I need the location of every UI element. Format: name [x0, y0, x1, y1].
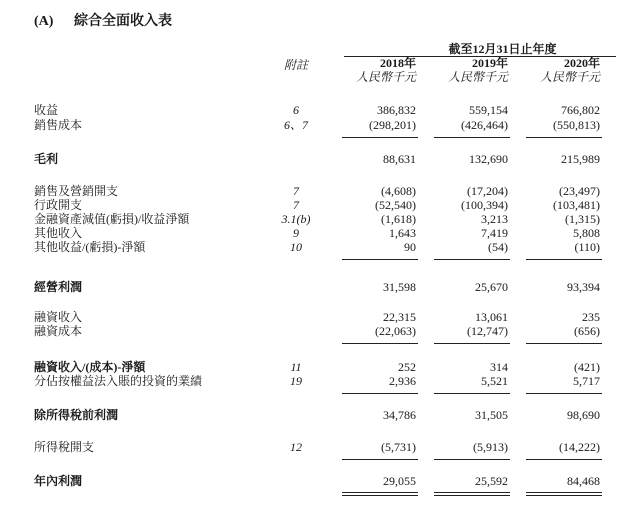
year-column-header-2020 — [520, 56, 600, 84]
row-label: 銷售及營銷開支 — [34, 184, 119, 198]
row-label: 收益 — [34, 103, 59, 117]
total-double-rule — [434, 492, 510, 496]
period-header: 截至12月31日止年度 — [448, 42, 557, 56]
value-2020: (1,315) — [565, 212, 600, 226]
value-2019: (100,394) — [461, 198, 508, 212]
year-column-header-2018 — [336, 56, 416, 84]
value-2018: 88,631 — [383, 152, 416, 166]
value-2019: 13,061 — [475, 310, 508, 324]
row-note: 7 — [293, 198, 299, 212]
year-label: 2018年 — [379, 56, 416, 70]
value-2018: (5,731) — [381, 440, 416, 454]
row-admin-expenses — [34, 199, 616, 212]
value-2019: (426,464) — [461, 118, 508, 132]
value-2019: (5,913) — [473, 440, 508, 454]
value-2019: 132,690 — [469, 152, 508, 166]
year-label: 2019年 — [471, 56, 508, 70]
section-title: 綜合全面收入表 — [74, 14, 172, 29]
row-gross-profit — [34, 153, 616, 166]
value-2019: 25,592 — [475, 474, 508, 488]
value-2019: 314 — [490, 360, 508, 374]
value-2020: 84,468 — [567, 474, 600, 488]
value-2020: 215,989 — [561, 152, 600, 166]
subtotal-rule — [342, 393, 418, 394]
row-other-gains — [34, 241, 616, 254]
value-2018: (4,608) — [381, 184, 416, 198]
subtotal-rule — [342, 137, 418, 138]
row-note: 19 — [290, 374, 302, 388]
value-2018: 31,598 — [383, 280, 416, 294]
row-label: 年內利潤 — [34, 474, 83, 488]
row-label: 除所得稅前利潤 — [34, 408, 119, 422]
value-2019: (17,204) — [467, 184, 508, 198]
subtotal-rule — [434, 393, 510, 394]
row-selling-expenses — [34, 185, 616, 198]
statement-title — [34, 10, 172, 30]
value-2020: (23,497) — [559, 184, 600, 198]
row-label: 經營利潤 — [34, 280, 83, 294]
total-double-rule — [342, 492, 418, 496]
subtotal-rule — [526, 137, 602, 138]
subtotal-rule — [342, 343, 418, 344]
value-2020: 235 — [582, 310, 600, 324]
subtotal-rule — [526, 459, 602, 460]
value-2019: (54) — [488, 240, 508, 254]
subtotal-rule — [342, 459, 418, 460]
row-label: 分佔按權益法入賬的投資的業績 — [34, 374, 203, 388]
row-note: 6、7 — [283, 118, 308, 132]
value-2020: (14,222) — [559, 440, 600, 454]
row-label: 融資收入/(成本)-淨額 — [34, 360, 146, 374]
unit-label: 人民幣千元 — [355, 70, 416, 84]
value-2020: (421) — [574, 360, 600, 374]
row-impairment — [34, 213, 616, 226]
row-label: 其他收入 — [34, 226, 83, 240]
unit-label: 人民幣千元 — [539, 70, 600, 84]
value-2020: 98,690 — [567, 408, 600, 422]
value-2019: (12,747) — [467, 324, 508, 338]
row-other-income — [34, 227, 616, 240]
row-revenue — [34, 104, 616, 117]
note-column-header: 附註 — [283, 58, 308, 72]
row-note: 9 — [293, 226, 299, 240]
subtotal-rule — [342, 259, 418, 260]
value-2020: (110) — [574, 240, 600, 254]
row-share-of-results — [34, 375, 616, 388]
row-note: 3.1(b) — [281, 212, 311, 226]
value-2018: 90 — [404, 240, 416, 254]
value-2018: 386,832 — [377, 103, 416, 117]
value-2020: (103,481) — [553, 198, 600, 212]
row-note: 10 — [290, 240, 302, 254]
value-2018: 2,936 — [389, 374, 416, 388]
value-2019: 3,213 — [481, 212, 508, 226]
row-cost-of-sales — [34, 119, 616, 132]
row-note: 6 — [293, 103, 299, 117]
row-income-tax — [34, 441, 616, 454]
value-2020: 5,717 — [573, 374, 600, 388]
subtotal-rule — [434, 137, 510, 138]
value-2020: 5,808 — [573, 226, 600, 240]
row-note: 12 — [290, 440, 302, 454]
value-2018: 252 — [398, 360, 416, 374]
unit-label: 人民幣千元 — [447, 70, 508, 84]
row-label: 其他收益/(虧損)-淨額 — [34, 240, 146, 254]
value-2018: 22,315 — [383, 310, 416, 324]
row-note: 7 — [293, 184, 299, 198]
row-finance-income — [34, 311, 616, 324]
year-label: 2020年 — [563, 56, 600, 70]
row-operating-profit — [34, 281, 616, 294]
value-2018: (22,063) — [375, 324, 416, 338]
value-2018: 29,055 — [383, 474, 416, 488]
value-2018: (52,540) — [375, 198, 416, 212]
row-profit-for-year — [34, 475, 616, 488]
value-2019: 5,521 — [481, 374, 508, 388]
value-2020: (550,813) — [553, 118, 600, 132]
subtotal-rule — [526, 393, 602, 394]
row-label: 金融資產減值(虧損)/收益淨額 — [34, 212, 190, 226]
row-label: 行政開支 — [34, 198, 83, 212]
value-2018: (298,201) — [369, 118, 416, 132]
year-column-header-2019 — [428, 56, 508, 84]
value-2019: 25,670 — [475, 280, 508, 294]
subtotal-rule — [526, 343, 602, 344]
row-profit-before-tax — [34, 409, 616, 422]
subtotal-rule — [434, 259, 510, 260]
total-double-rule — [526, 492, 602, 496]
section-label: (A) — [34, 14, 54, 29]
row-finance-costs — [34, 325, 616, 338]
subtotal-rule — [526, 259, 602, 260]
row-label: 融資收入 — [34, 310, 83, 324]
row-label: 所得稅開支 — [34, 440, 95, 454]
subtotal-rule — [434, 343, 510, 344]
subtotal-rule — [434, 459, 510, 460]
row-net-finance — [34, 361, 616, 374]
value-2019: 7,419 — [481, 226, 508, 240]
value-2019: 559,154 — [469, 103, 508, 117]
value-2020: 766,802 — [561, 103, 600, 117]
value-2020: 93,394 — [567, 280, 600, 294]
row-note: 11 — [290, 360, 302, 374]
value-2020: (656) — [574, 324, 600, 338]
row-label: 融資成本 — [34, 324, 83, 338]
value-2018: 1,643 — [389, 226, 416, 240]
value-2018: 34,786 — [383, 408, 416, 422]
value-2019: 31,505 — [475, 408, 508, 422]
row-label: 毛利 — [34, 152, 59, 166]
row-label: 銷售成本 — [34, 118, 83, 132]
value-2018: (1,618) — [381, 212, 416, 226]
